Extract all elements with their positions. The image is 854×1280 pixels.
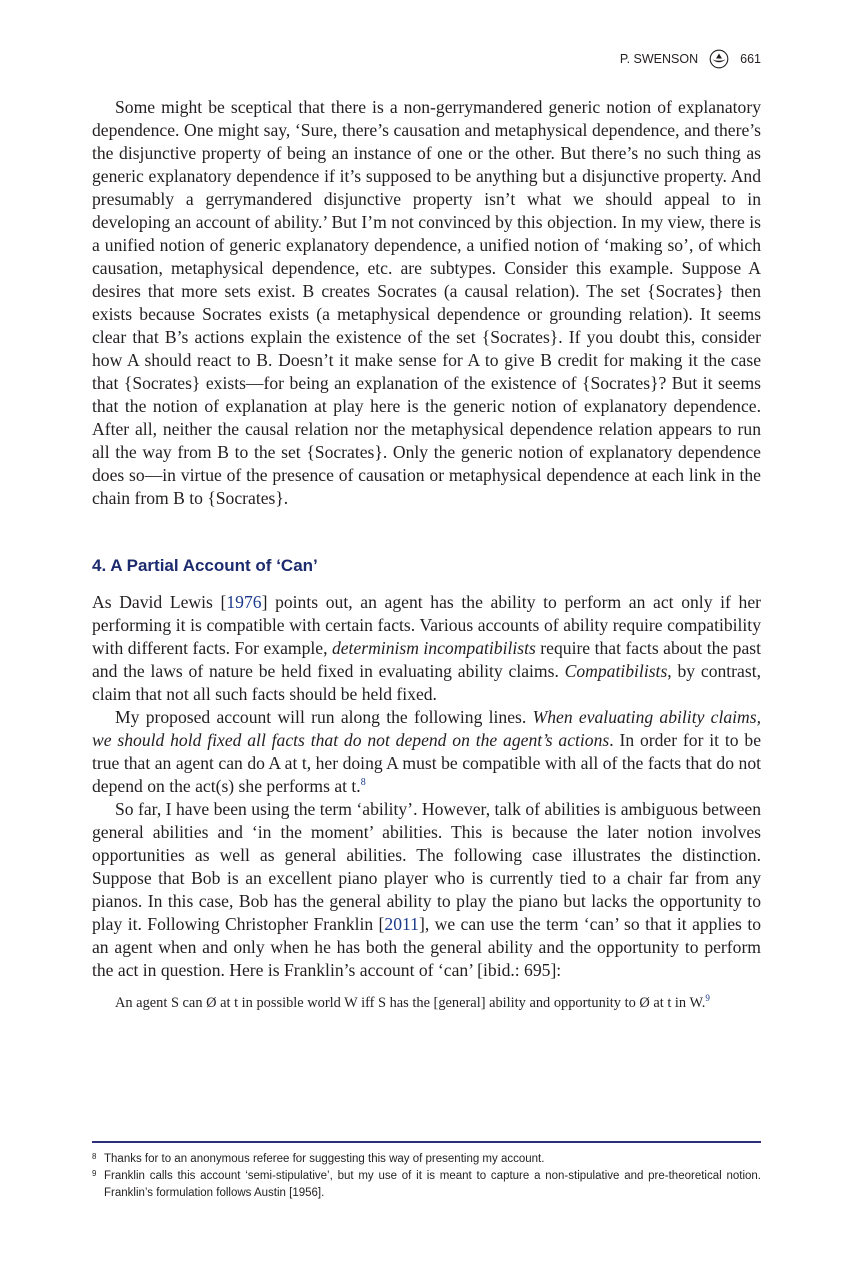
paragraph: So far, I have been using the term ‘ability’. However, talk of abilities is ambiguous between general abilities and ‘in the moment’ abilities. This is because the later notion involves opportunities as well as general abilities. The following case illustrates the distinction. Suppose that Bob is an excellent piano player who is currently tied to a chair far from any pianos. In this case, Bob has the general ability to play the piano but lacks the opportunity to play it. Following Christopher Franklin [2011], we can use the term ‘can’ so that it applies to an agent when and only when he has both the general ability and the opportunity to perform the act in question. Here is Franklin’s account of ‘can’ [ibid.: 695]: (92, 799, 762, 980)
footnote-marker[interactable]: 9 (705, 993, 710, 1004)
footnote-text: Thanks for to an anonymous referee for suggesting this way of presenting my account. (104, 1153, 545, 1165)
page-number: 661 (740, 52, 761, 66)
footnote-marker[interactable]: 8 (360, 777, 366, 789)
footnote (92, 1151, 761, 1168)
footnote-text: Franklin calls this account ‘semi-stipulative’, but my use of it is meant to capture a non-stipulative and pre-theoretical notion. Franklin’s formulation follows Austin [1956]. (104, 1170, 761, 1199)
paragraph: As David Lewis [1976] points out, an agent has the ability to perform an act only if her performing it is compatible with certain facts. Various accounts of ability require compatibility with different facts. For example, determinism incompatibilists require that facts about the past and the laws of nature be held fixed in evaluating ability claims. Compatibilists, by contrast, claim that not all such facts should be held fixed. (92, 592, 762, 704)
footnotes (92, 1151, 761, 1202)
citation-link[interactable]: 1976 (226, 592, 262, 612)
paragraph: Some might be sceptical that there is a non-gerrymandered generic notion of explanatory dependence. One might say, ‘Sure, there’s causation and metaphysical dependence, and there’s the disjunctive property of being an instance of one or the other. But there’s no such thing as generic explanatory dependence if it’s supposed to be anything but a disjunctive property. And presumably a gerrymandered disjunctive property isn’t what we should appeal to in developing an account of ability.’ But I’m not convinced by this objection. In my view, there is a unified notion of generic explanatory dependence, a unified notion of ‘making so’, of which causation, metaphysical dependence, etc. are subtypes. Consider this example. Suppose A desires that more sets exist. B creates Socrates (a causal relation). The set {Socrates} then exists because Socrates exists (a metaphysical dependence or grounding relation). It seems clear that B’s actions explain the existence of the set {Socrates}. If you doubt this, consider how A should react to B. Doesn’t it make sense for A to give B credit for making it the case that {Socrates} exists—for being an explanation of the existence of {Socrates}? But it seems that the notion of explanation at play here is the generic notion of explanatory dependence. After all, neither the causal relation nor the metaphysical dependence relation appears to run all the way from B to the set {Socrates}. Only the generic notion of explanatory dependence does so—in virtue of the presence of causation or metaphysical dependence at each link in the chain from B to {Socrates}. (92, 97, 761, 508)
paragraph: My proposed account will run along the following lines. When evaluating ability claims, we should hold fixed all facts that do not depend on the agent’s actions. In order for it to be true that an agent can do A at t, her doing A must be compatible with all of the facts that do not depend on the act(s) she performs at t.$^8$ (92, 707, 761, 796)
section-heading: 4. A Partial Account of ‘Can’ (92, 556, 318, 575)
footnote-number: 8 (92, 1152, 97, 1161)
footnote (92, 1168, 761, 1202)
author-name: P. SWENSON (619, 52, 699, 66)
running-header (620, 49, 761, 69)
citation-link[interactable]: 2011 (384, 914, 419, 934)
footnote-divider (92, 1141, 761, 1143)
journal-logo-icon (709, 49, 729, 69)
main-text (92, 96, 761, 1013)
block-quote: An agent S can Ø at t in possible world W iff S has the [general] ability and opportunity to Ø at t in W.$^9$ (115, 993, 710, 1011)
footnote-number: 9 (92, 1169, 97, 1178)
